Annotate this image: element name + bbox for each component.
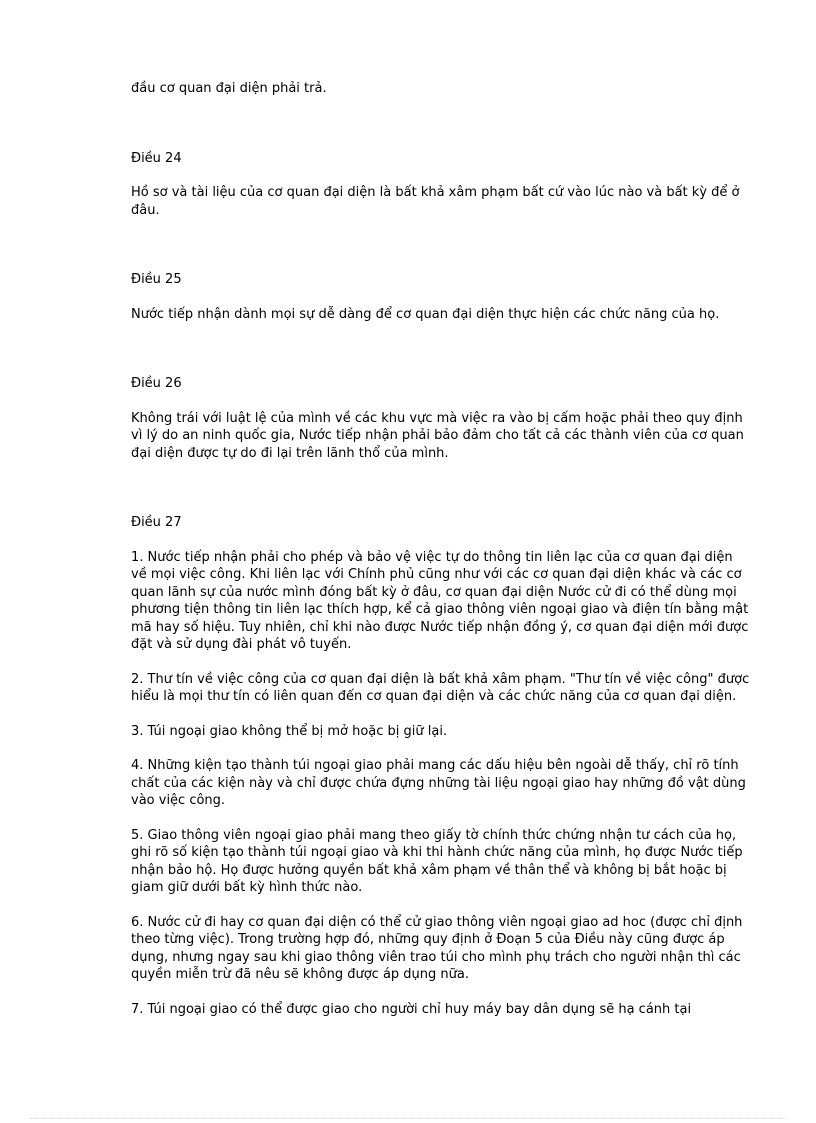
- article-heading-27: Điều 27: [131, 515, 182, 530]
- spacer: [131, 289, 751, 306]
- spacer: [131, 393, 751, 410]
- spacer: [131, 654, 751, 671]
- page-bottom-divider: [30, 1118, 786, 1119]
- article-heading-26: Điều 26: [131, 376, 182, 391]
- spacer: [131, 323, 751, 375]
- spacer: [131, 897, 751, 914]
- document-page: [131, 80, 751, 1018]
- article-27-clause-6: 6. Nước cử đi hay cơ quan đại diện có thể cử giao thông viên ngoại giao ad hoc (được chỉ định theo từng việc). Trong trường hợp đó, những quy định ở Đoạn 5 của Điều này cũng được áp dụng, nhưng ngay sau khi giao thông viên trao túi cho mình phụ trách cho người nhận thì các quyền miễn trừ đã nêu sẽ không được áp dụng nữa.: [131, 914, 743, 982]
- article-27-clause-4: 4. Những kiện tạo thành túi ngoại giao phải mang các dấu hiệu bên ngoài dễ thấy, chỉ rõ tính chất của các kiện này và chỉ được chứa đựng những tài liệu ngoại giao hay những đồ vật dùng vào việc công.: [131, 758, 746, 808]
- article-24-paragraph: Hồ sơ và tài liệu của cơ quan đại diện là bất khả xâm phạm bất cứ vào lúc nào và bất kỳ để ở đâu.: [131, 185, 740, 218]
- spacer: [131, 167, 751, 184]
- spacer: [131, 706, 751, 723]
- article-27-clause-5: 5. Giao thông viên ngoại giao phải mang theo giấy tờ chính thức chứng nhận tư cách của họ, ghi rõ số kiện tạo thành túi ngoại giao và khi thi hành chức năng của mình, họ được Nước tiếp nhận bảo hộ. Họ được hưởng quyền bất khả xâm phạm về thân thể và không bị bắt hoặc bị giam giữ dưới bất kỳ hình thức nào.: [131, 827, 743, 895]
- spacer: [131, 98, 751, 150]
- spacer: [131, 740, 751, 757]
- spacer: [131, 532, 751, 549]
- intro-text: đầu cơ quan đại diện phải trả.: [131, 81, 327, 96]
- article-27-clause-7: 7. Túi ngoại giao có thể được giao cho người chỉ huy máy bay dân dụng sẽ hạ cánh tại: [131, 1001, 692, 1017]
- spacer: [131, 219, 751, 271]
- spacer: [131, 810, 751, 827]
- article-25-paragraph: Nước tiếp nhận dành mọi sự dễ dàng để cơ quan đại diện thực hiện các chức năng của họ.: [131, 306, 720, 322]
- article-heading-25: Điều 25: [131, 272, 182, 287]
- article-27-clause-3: 3. Túi ngoại giao không thể bị mở hoặc bị giữ lại.: [131, 723, 448, 739]
- spacer: [131, 462, 751, 514]
- article-27-clause-2: 2. Thư tín về việc công của cơ quan đại diện là bất khả xâm phạm. "Thư tín về việc công" được hiểu là mọi thư tín có liên quan đến cơ quan đại diện và các chức năng của cơ quan đại diện.: [131, 671, 750, 704]
- spacer: [131, 984, 751, 1001]
- article-heading-24: Điều 24: [131, 150, 182, 166]
- article-27-clause-1: 1. Nước tiếp nhận phải cho phép và bảo vệ việc tự do thông tin liên lạc của cơ quan đại diện về mọi việc công. Khi liên lạc với Chính phủ cũng như với các cơ quan đại diện khác và các cơ quan lãnh sự của nước mình đóng bất kỳ ở đâu, cơ quan đại diện Nước cử đi có thể dùng mọi phương tiện thông tin liên lạc thích hợp, kể cả giao thông viên ngoại giao và điện tín bằng mật mã hay số hiệu. Tuy nhiên, chỉ khi nào được Nước tiếp nhận đồng ý, cơ quan đại diện mới được đặt và sử dụng đài phát vô tuyến.: [131, 549, 749, 652]
- article-26-paragraph: Không trái với luật lệ của mình về các khu vực mà việc ra vào bị cấm hoặc phải theo quy định vì lý do an ninh quốc gia, Nước tiếp nhận phải bảo đảm cho tất cả các thành viên của cơ quan đại diện được tự do đi lại trên lãnh thổ của mình.: [131, 410, 744, 461]
